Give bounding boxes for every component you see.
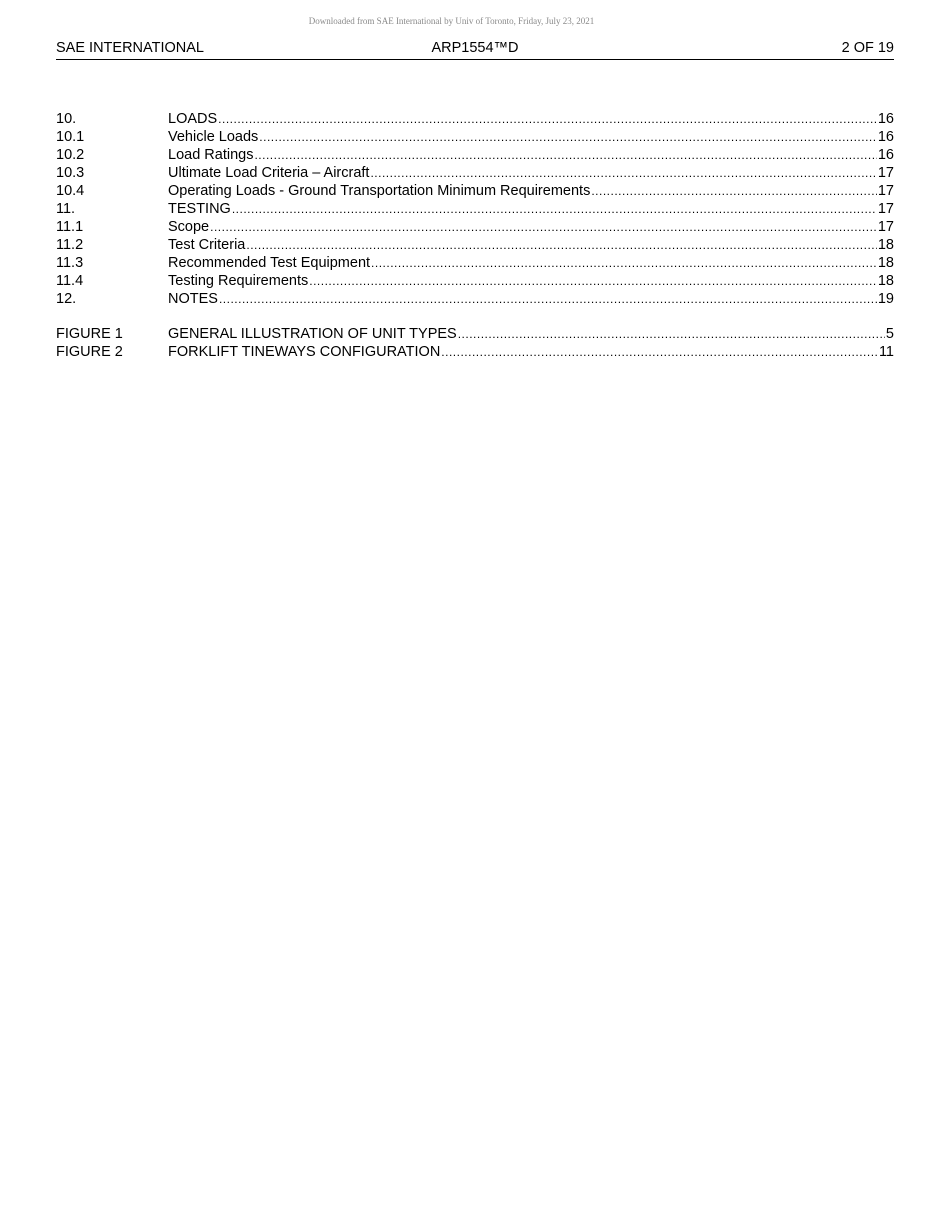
toc-page-number: 16 xyxy=(877,129,894,145)
toc-figure-title: FORKLIFT TINEWAYS CONFIGURATION xyxy=(168,344,441,360)
dot-leader xyxy=(441,343,878,361)
toc-page-number: 17 xyxy=(877,201,894,217)
toc-figure-number: FIGURE 1 xyxy=(56,326,123,342)
toc-figures-list xyxy=(56,325,894,361)
toc-section-title: Vehicle Loads xyxy=(168,129,259,145)
toc-row xyxy=(56,272,894,290)
toc-page-number: 17 xyxy=(877,219,894,235)
toc-section-number: 10. xyxy=(56,111,77,127)
dot-leader xyxy=(219,290,877,308)
toc-row xyxy=(56,200,894,218)
toc-figure-number: FIGURE 2 xyxy=(56,344,123,360)
toc-section-title: Ultimate Load Criteria – Aircraft xyxy=(168,165,370,181)
toc-section-title: Operating Loads - Ground Transportation Minimum Requirements xyxy=(168,183,591,199)
toc-section-title: Testing Requirements xyxy=(168,273,309,289)
toc-page-number: 18 xyxy=(877,237,894,253)
toc-section-number: 11.4 xyxy=(56,273,84,289)
toc-section-title: Load Ratings xyxy=(168,147,254,163)
toc-row xyxy=(56,146,894,164)
toc-section-number: 12. xyxy=(56,291,77,307)
page-header xyxy=(56,39,894,60)
toc-figure-title: GENERAL ILLUSTRATION OF UNIT TYPES xyxy=(168,326,457,342)
toc-section-number: 11. xyxy=(56,201,76,217)
toc-page-number: 5 xyxy=(885,326,894,342)
toc-sections-list xyxy=(56,110,894,308)
toc-page-number: 16 xyxy=(877,111,894,127)
toc-row xyxy=(56,290,894,308)
toc-section-number: 11.1 xyxy=(56,219,84,235)
toc-row xyxy=(56,254,894,272)
toc-section-number: 10.1 xyxy=(56,129,85,145)
dot-leader xyxy=(246,236,877,254)
toc-section-title: NOTES xyxy=(168,291,218,307)
toc-section-title: Test Criteria xyxy=(168,237,246,253)
toc-page-number: 19 xyxy=(877,291,894,307)
toc-section-number: 10.4 xyxy=(56,183,85,199)
dot-leader xyxy=(254,146,876,164)
dot-leader xyxy=(309,272,877,290)
dot-leader xyxy=(371,254,877,272)
toc-page-number: 17 xyxy=(877,165,894,181)
toc-row xyxy=(56,164,894,182)
toc-page-number: 18 xyxy=(877,273,894,289)
dot-leader xyxy=(458,325,885,343)
toc-page-number: 17 xyxy=(877,183,894,199)
toc-row xyxy=(56,128,894,146)
toc-section-title: Scope xyxy=(168,219,210,235)
toc-figure-row xyxy=(56,343,894,361)
dot-leader xyxy=(370,164,876,182)
dot-leader xyxy=(259,128,877,146)
page-number: 2 OF 19 xyxy=(841,40,894,56)
dot-leader xyxy=(591,182,877,200)
toc-row xyxy=(56,218,894,236)
dot-leader xyxy=(232,200,877,218)
organization-name: SAE INTERNATIONAL xyxy=(56,40,204,56)
toc-page-number: 16 xyxy=(877,147,894,163)
document-number: ARP1554™D xyxy=(431,40,519,56)
toc-section-number: 11.2 xyxy=(56,237,84,253)
download-watermark: Downloaded from SAE International by Univ of Toronto, Friday, July 23, 2021 xyxy=(308,16,595,26)
toc-page-number: 18 xyxy=(877,255,894,271)
toc-section-title: LOADS xyxy=(168,111,218,127)
toc-row xyxy=(56,236,894,254)
toc-section-number: 10.3 xyxy=(56,165,85,181)
toc-section-number: 11.3 xyxy=(56,255,84,271)
toc-section-title: Recommended Test Equipment xyxy=(168,255,371,271)
toc-row xyxy=(56,182,894,200)
toc-figure-row xyxy=(56,325,894,343)
dot-leader xyxy=(210,218,877,236)
toc-section-title: TESTING xyxy=(168,201,231,217)
toc-row xyxy=(56,110,894,128)
dot-leader xyxy=(218,110,877,128)
toc-section-number: 10.2 xyxy=(56,147,85,163)
toc-page-number: 11 xyxy=(878,344,894,360)
